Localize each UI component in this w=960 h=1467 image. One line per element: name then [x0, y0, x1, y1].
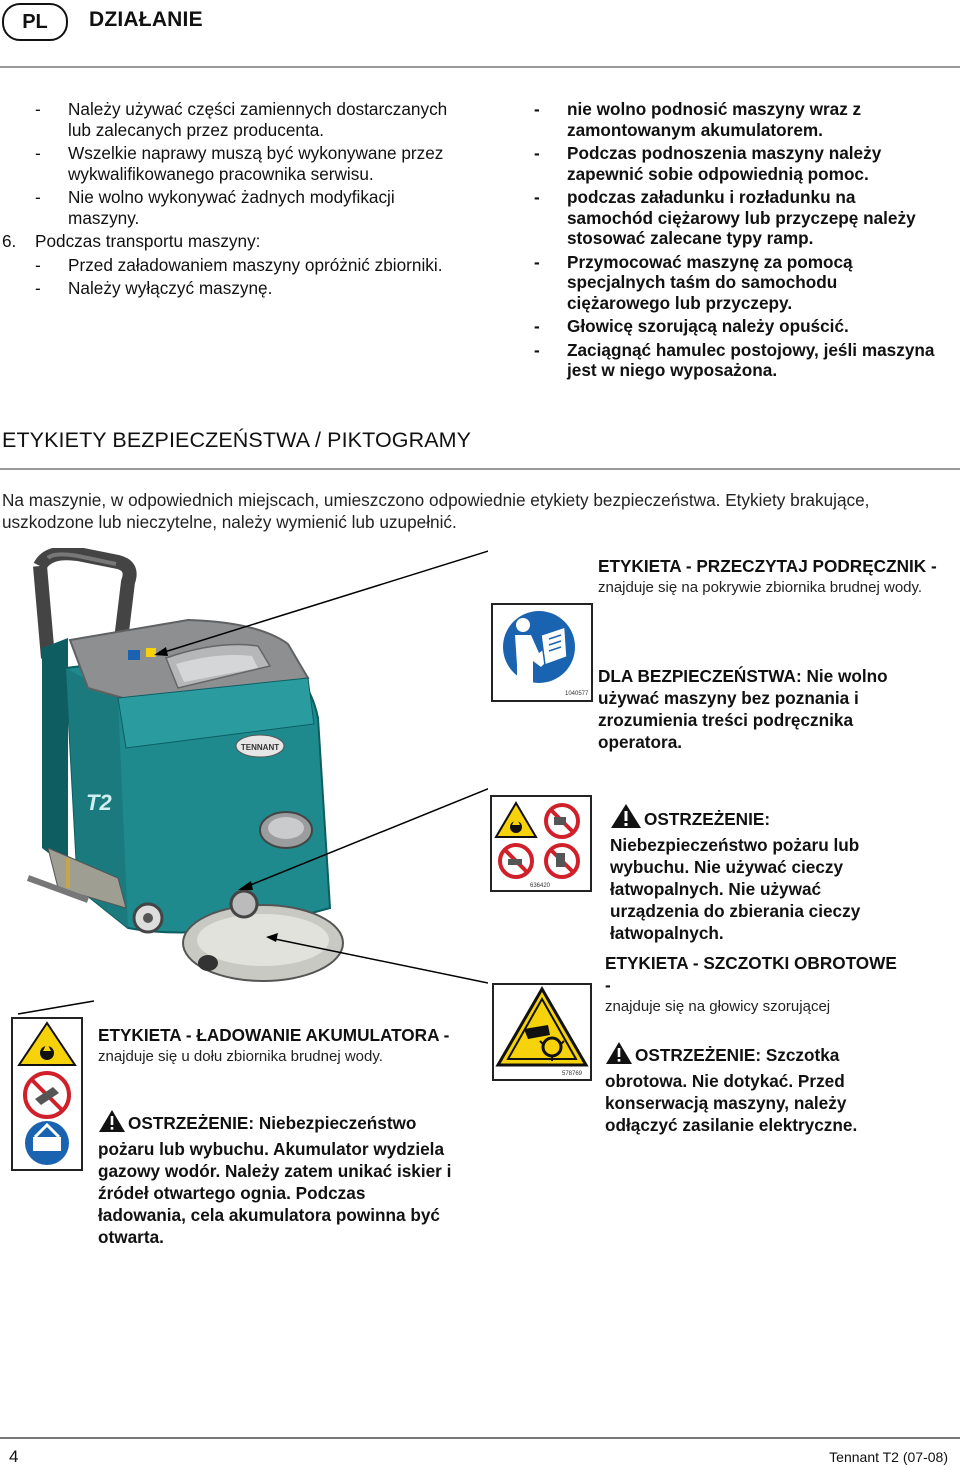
- list-item: - Głowicę szorującą należy opuścić.: [534, 316, 849, 336]
- list-item: - Przed załadowaniem maszyny opróżnić zbiorniki.: [35, 254, 443, 275]
- left-instruction-list: [2, 99, 465, 302]
- read-manual-icon: [493, 605, 591, 700]
- safety-divider: [0, 468, 960, 470]
- flammable-warning-icon: [492, 797, 590, 890]
- language-code: PL: [22, 10, 48, 33]
- battery-caption: [98, 1024, 458, 1068]
- list-item: - Zaciągnąć hamulec postojowy, jeśli maszyna jest w niego wyposażona.: [534, 339, 935, 380]
- safety-intro-text: Na maszynie, w odpowiednich miejscach, umieszczono odpowiednie etykiety bezpieczeństwa. Etykiety brakujące, uszkodzone lub nieczytelne, należy wymienić lub uzupełnić.: [2, 490, 870, 532]
- list-item: - Podczas podnoszenia maszyny należy zapewnić sobie odpowiednią pomoc.: [534, 143, 882, 184]
- label-location: znajduje się na pokrywie zbiornika brudnej wody.: [598, 579, 923, 596]
- flammable-warning-text: OSTRZEŻENIE: Niebezpieczeństwo pożaru lub wybuchu. Nie używać cieczy łatwopalnych. Nie używać urządzenia do zbierania cieczy łatwopalnych.: [610, 803, 900, 944]
- list-item: - Należy używać części zamiennych dostarczanych lub zalecanych przez producenta.: [35, 99, 448, 140]
- battery-warning-text: OSTRZEŻENIE: Niebezpieczeństwo pożaru lub wybuchu. Akumulator wydziela gazowy wodór. Należy zatem unikać iskier i źródeł otwartego ognia. Podczas ładowania, cela akumulatora powinna być otwarta.: [98, 1109, 453, 1248]
- battery-charging-decal: [11, 1017, 83, 1171]
- page-number: 4: [9, 1447, 19, 1466]
- safety-labels-heading: ETYKIETY BEZPIECZEŃSTWA / PIKTOGRAMY: [2, 428, 472, 452]
- language-badge: [2, 3, 68, 41]
- battery-charging-warning-icon: [13, 1019, 81, 1169]
- list-item: - Należy wyłączyć maszynę.: [35, 278, 273, 298]
- right-instruction-list: [534, 99, 944, 384]
- warning-triangle-icon: [605, 1041, 633, 1070]
- brush-warning-text: OSTRZEŻENIE: Szczotka obrotowa. Nie dotykać. Przed konserwacją maszyny, należy odłączyć zasilanie elektryczne.: [605, 1041, 905, 1136]
- model-text: T2: [86, 790, 112, 815]
- label-title: ETYKIETA - SZCZOTKI OBROTOWE -: [605, 953, 897, 995]
- section-title: DZIAŁANIE: [89, 8, 203, 31]
- footer-divider: [0, 1437, 960, 1439]
- warning-triangle-icon: [610, 803, 642, 834]
- list-item: - nie wolno podnosić maszyny wraz z zamontowanym akumulatorem.: [534, 99, 862, 140]
- label-location: znajduje się u dołu zbiornika brudnej wody.: [98, 1048, 383, 1065]
- warning-triangle-icon: [98, 1109, 126, 1138]
- brush-caption: [605, 952, 905, 1018]
- rotating-brush-decal: [492, 983, 592, 1081]
- read-manual-caption: [598, 555, 938, 599]
- label-title: ETYKIETA - PRZECZYTAJ PODRĘCZNIK -: [598, 556, 937, 576]
- list-item: - Nie wolno wykonywać żadnych modyfikacji maszyny.: [35, 187, 395, 228]
- brand-badge-text: TENNANT: [240, 743, 280, 752]
- read-manual-note: DLA BEZPIECZEŃSTWA: Nie wolno używać maszyny bez poznania i zrozumienia treści podręcznika operatora.: [598, 666, 888, 752]
- decal-code: 578769: [562, 1071, 583, 1077]
- decal-code: 636420: [530, 883, 551, 889]
- flammable-decal: [490, 795, 592, 892]
- label-location: znajduje się na głowicy szorującej: [605, 998, 831, 1015]
- label-title: ETYKIETA - ŁADOWANIE AKUMULATORA -: [98, 1025, 450, 1045]
- numbered-item: 6. Podczas transportu maszyny:: [2, 231, 261, 251]
- scrubber-machine-illustration: [8, 548, 488, 1018]
- list-item: - Przymocować maszynę za pomocą specjalnych taśm do samochodu ciężarowego lub przyczepy.: [534, 251, 853, 313]
- document-reference: Tennant T2 (07-08): [829, 1449, 948, 1465]
- header-divider: [0, 66, 960, 68]
- read-manual-decal: [491, 603, 593, 702]
- rotating-brush-warning-icon: [494, 985, 590, 1079]
- list-item: - Wszelkie naprawy muszą być wykonywane przez wykwalifikowanego pracownika serwisu.: [35, 143, 444, 184]
- decal-code: 1040577: [565, 691, 589, 697]
- list-item: - podczas załadunku i rozładunku na samochód ciężarowy lub przyczepę należy stosować zalecane typy ramp.: [534, 187, 916, 248]
